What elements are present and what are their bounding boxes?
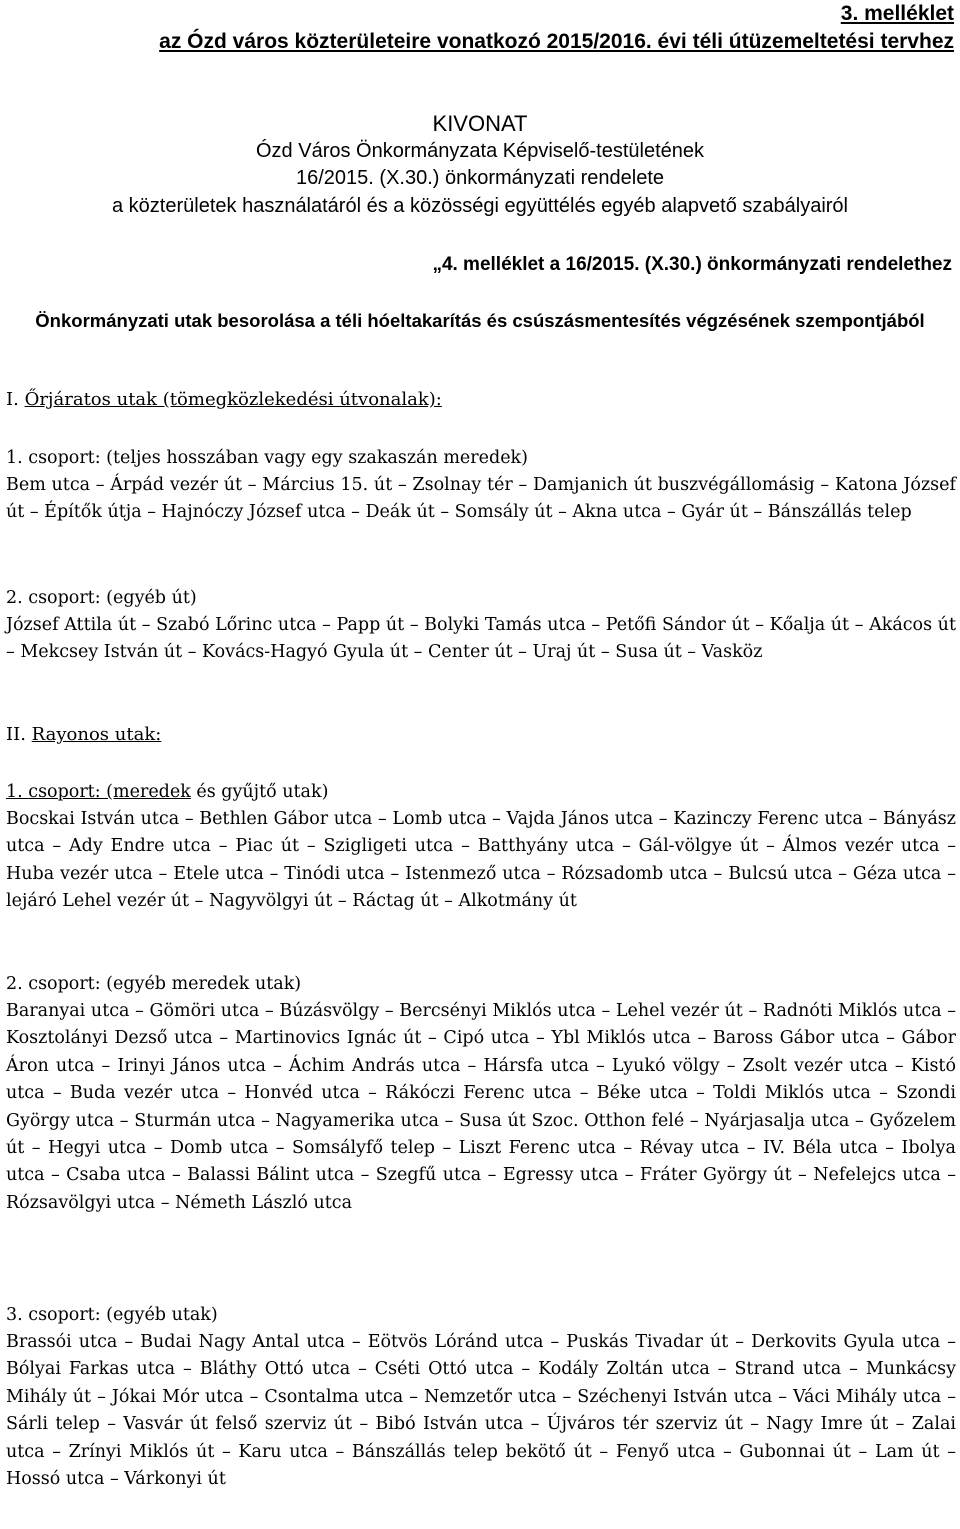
group-label-text: csoport: (egyéb utak) (28, 1305, 218, 1325)
section-2-group-3-label (6, 1301, 218, 1329)
section-2-group-1-streets: Bocskai István utca – Bethlen Gábor utca – Lomb utca – Vajda János utca – Kazinczy Ferenc utca – Bányász utca – Ady Endre utca – Piac út – Szigligeti utca – Batthyány utca – Gál-völgye út – Álmos vezér utca – Huba vezér utca – Etele utca – Tinódi utca – Istenmező utca – Rózsadomb utca – Bulcsú utca – Géza utca – lejáró Lehel vezér út – Nagyvölgyi út – Ráctag út – Alkotmány út (6, 809, 956, 912)
section-1-group-1-streets: Bem utca – Árpád vezér út – Március 15. út – Zsolnay tér – Damjanich út buszvégállomásig – Katona József út – Építők útja – Hajnóczy József utca – Deák út – Somsály út – Akna utca – Gyár út – Bánszállás telep (6, 475, 956, 523)
section-heading: Önkormányzati utak besorolása a téli hóeltakarítás és csúszásmentesítés végzésének szempontjából (35, 310, 925, 331)
section-1-group-2-label (6, 584, 197, 612)
section-2-group-3-streets: Brassói utca – Budai Nagy Antal utca – Eötvös Lóránd utca – Puskás Tivadar út – Derkovits Gyula utca – Bólyai Farkas utca – Bláthy Ottó utca – Cséti Ottó utca – Kodály Zoltán utca – Strand utca – Munkácsy Mihály út – Jókai Mór utca – Csontalma utca – Nemzetőr utca – Széchenyi István utca – Váci Mihály utca – Sárli telep – Vasvár út felső szerviz út – Bibó István utca – Újváros tér szerviz út – Nagy Imre út – Zalai utca – Zrínyi Miklós út – Karu utca – Bánszállás telep bekötő út – Fenyő utca – Gubonnai út – Lam út – Hossó utca – Várkonyi út (6, 1332, 956, 1490)
section-2-heading (6, 721, 161, 749)
section-2-group-2-label (6, 970, 301, 998)
section-1-group-2-streets: József Attila út – Szabó Lőrinc utca – Papp út – Bolyki Tamás utca – Petőfi Sándor út – Kőalja út – Akácos út – Mekcsey István út – Kovács-Hagyó Gyula út – Center út – Uraj út – Susa út – Vasköz (6, 615, 956, 663)
section-2-title: Rayonos utak: (31, 724, 162, 745)
title-line-3: a közterületek használatáról és a közösségi együttélés egyéb alapvető szabályairól (112, 194, 848, 217)
section-1-title: Őrjáratos utak (tömegközlekedési útvonalak): (24, 389, 442, 410)
plan-title: az Ózd város közterületeire vonatkozó 2015/2016. évi téli útüzemeltetési tervhez (159, 30, 954, 53)
group-number: 2. (6, 588, 29, 608)
section-2-number: II. (6, 724, 32, 745)
group-label-text: csoport: (egyéb út) (28, 588, 197, 608)
section-1-group-1-label (6, 444, 528, 472)
section-1-heading (6, 386, 442, 414)
section-2-group-2-streets: Baranyai utca – Gömöri utca – Búzásvölgy – Bercsényi Miklós utca – Lehel vezér út – Radnóti Miklós utca – Kosztolányi Dezső utca – Martinovics Ignác út – Cipó utca – Ybl Miklós utca – Baross Gábor utca – Gábor Áron utca – Irinyi János utca – Áchim András utca – Hársfa utca – Lyukó völgy – Zsolt vezér utca – Kistó utca – Buda vezér utca – Honvéd utca – Rákóczi Ferenc utca – Béke utca – Toldi Miklós utca – Szondi György utca – Sturmán utca – Nagyamerika utca – Susa út Szoc. Otthon felé – Nyárjasalja utca – Győzelem út – Hegyi utca – Domb utca – Somsályfő telep – Liszt Ferenc utca – Révay utca – IV. Béla utca – Ibolya utca – Csaba utca – Balassi Bálint utca – Szegfű utca – Egressy utca – Fráter György út – Nefelejcs utca – Rózsavölgyi utca – Németh László utca (6, 1001, 956, 1213)
group-label-text: csoport: (teljes hosszában vagy egy szakaszán meredek) (28, 448, 528, 468)
group-number: 3. (6, 1305, 29, 1325)
annex-reference: „4. melléklet a 16/2015. (X.30.) önkormányzati rendelethez (432, 254, 952, 275)
section-2-group-1-label (6, 778, 328, 806)
group-number: 1. (6, 782, 29, 802)
title-block (0, 110, 960, 220)
group-label-rest: és gyűjtő utak) (190, 782, 329, 802)
group-number: 2. (6, 974, 29, 994)
group-number: 1. (6, 448, 29, 468)
kivonat-title: KIVONAT (432, 111, 528, 136)
section-1-number: I. (6, 389, 25, 410)
title-line-2: 16/2015. (X.30.) önkormányzati rendelete (296, 167, 664, 189)
annex-label: 3. melléklet (840, 2, 954, 25)
group-label-underlined: csoport: (meredek (28, 782, 191, 802)
title-line-1: Ózd Város Önkormányzata Képviselő-testületének (256, 139, 704, 162)
group-label-text: csoport: (egyéb meredek utak) (28, 974, 302, 994)
